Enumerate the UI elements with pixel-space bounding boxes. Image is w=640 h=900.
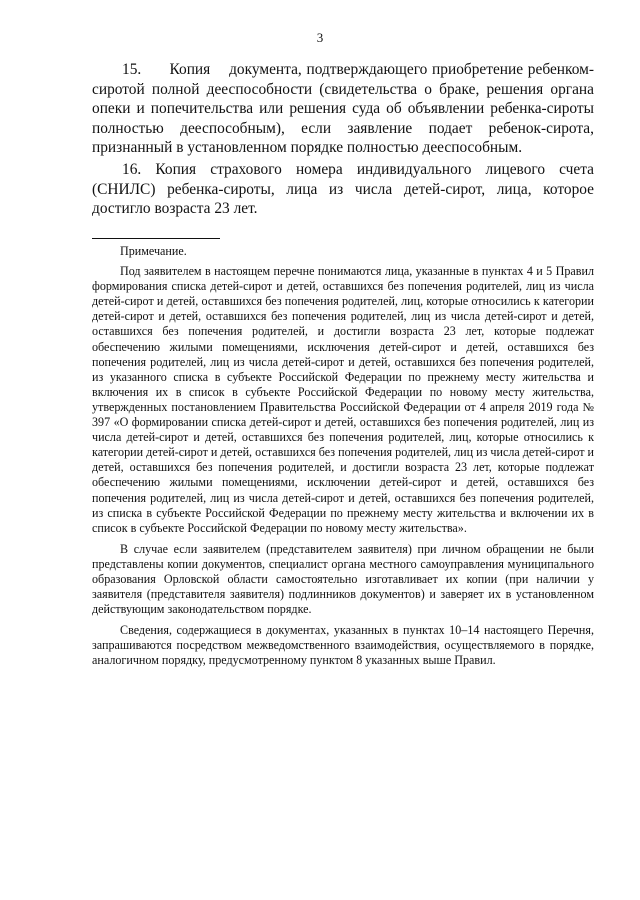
footnote-paragraph-1: Под заявителем в настоящем перечне понимаются лица, указанные в пунктах 4 и 5 Правил формирования списка детей-сирот и детей, оставшихся без попечения родителей, лиц из числа детей-сирот и детей, оставшихся без попечения родителей, лиц, которые относились к категории детей-сирот и детей, оставшихся без попечения родителей, лиц из числа детей-сирот и детей, оставшихся без попечения родителей, и достигли возраста 23 лет, которые подлежат обеспечению жилыми помещениями, исключения детей-сирот и детей, оставшихся без попечения родителей, лиц из числа детей-сирот и детей, оставшихся без попечения родителей, из указанного списка в субъекте Российской Федерации по прежнему месту жительства и включения их в список в субъекте Российской Федерации по новому месту жительства, утвержденных постановлением Правительства Российской Федерации от 4 апреля 2019 года № 397 «О формировании списка детей-сирот и детей, оставшихся без попечения родителей, лиц из числа детей-сирот и детей, оставшихся без попечения родителей, лиц, которые относились к категории детей-сирот и детей, оставшихся без попечения родителей, лиц из числа детей-сирот и детей, оставшихся без попечения родителей, и достигли возраста 23 лет, которые подлежат обеспечению жилыми помещениями, исключении детей-сирот и детей, оставшихся без попечения родителей, лиц из числа детей-сирот и детей, оставшихся без попечения родителей, из списка в субъекте Российской Федерации по прежнему месту жительства и включении их в список в субъекте Российской Федерации по новому месту жительства». [92, 264, 594, 535]
footnote-paragraph-2: В случае если заявителем (представителем заявителя) при личном обращении не были представлены копии документов, специалист органа местного самоуправления муниципального образования Орловской области самостоятельно изготавливает их копии (при наличии у заявителя (представителя заявителя) подлинников документов) и заверяет их в установленном действующим законодательством порядке. [92, 541, 594, 617]
list-item-16: 16. Копия страхового номера индивидуального лицевого счета (СНИЛС) ребенка-сироты, лица из числа детей-сирот, лица, которое достигло возраста 23 лет. [92, 160, 594, 218]
footnote-divider [92, 238, 220, 239]
footnote [92, 244, 594, 669]
main-text [92, 60, 594, 219]
footnote-paragraph-3: Сведения, содержащиеся в документах, указанных в пунктах 10–14 настоящего Перечня, запрашиваются посредством межведомственного взаимодействия, осуществляемого в порядке, аналогичном порядку, предусмотренному пунктом 8 указанных выше Правил. [92, 623, 594, 668]
footnote-title: Примечание. [120, 244, 187, 258]
page-number: 3 [316, 30, 324, 45]
list-item-15: 15. Копия документа, подтверждающего приобретение ребенком-сиротой полной дееспособности (свидетельства о браке, решения органа опеки и попечительства или решения суда об объявлении ребенка-сироты полностью дееспособным), если заявление подает ребенок-сирота, признанный в установленном порядке полностью дееспособным. [92, 61, 594, 157]
